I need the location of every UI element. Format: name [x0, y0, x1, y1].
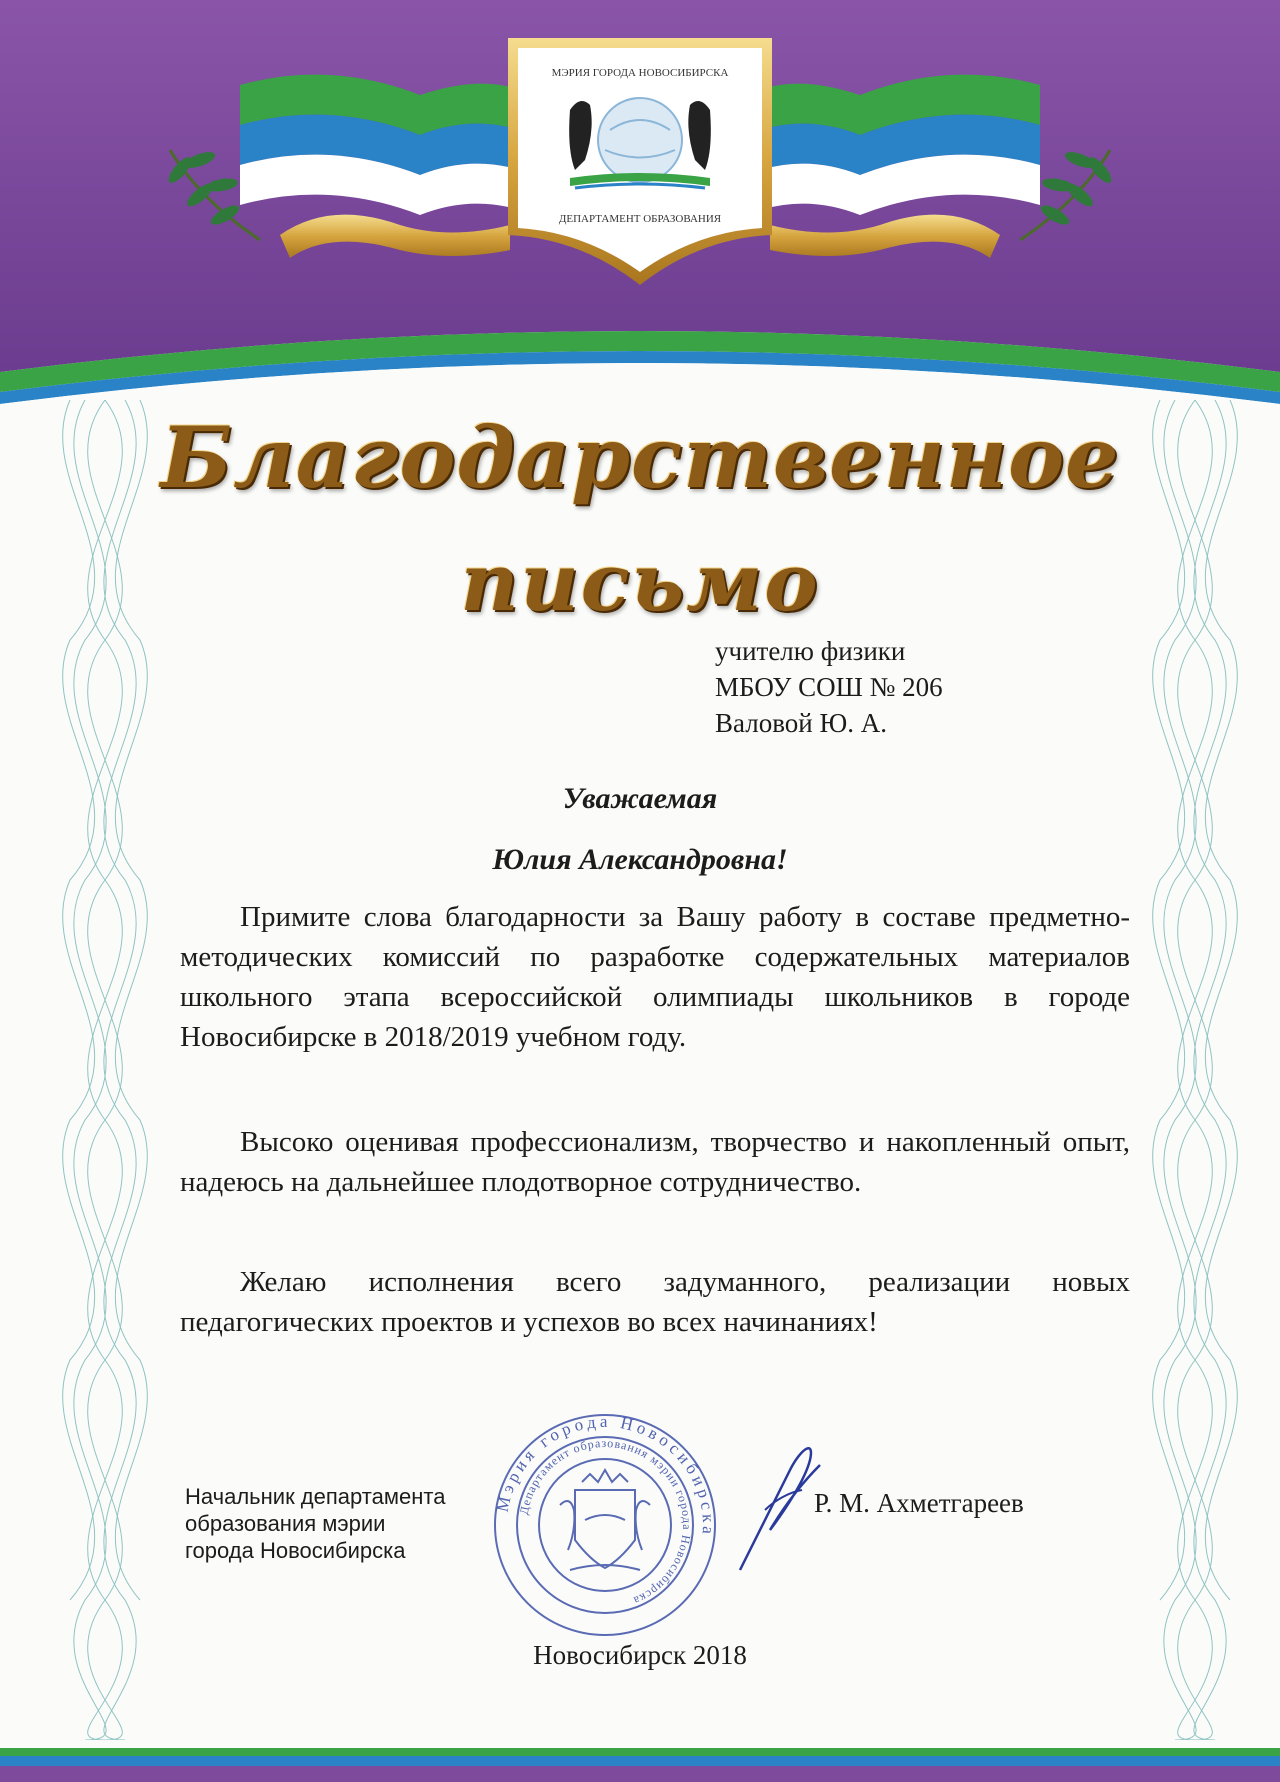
flag-right-icon — [760, 75, 1040, 215]
stamp-emblem-icon — [560, 1470, 650, 1570]
document-title-line1: Благодарственное — [160, 408, 1120, 507]
addressee-name: Валовой Ю. А. — [715, 708, 887, 738]
emblem-org-top: МЭРИЯ ГОРОДА НОВОСИБИРСКА — [551, 67, 729, 79]
signatory-position-line2: образования мэрии — [185, 1511, 386, 1536]
salutation-line1: Уважаемая — [562, 782, 718, 815]
flag-left-icon — [240, 75, 520, 215]
body-paragraph-1: Примите слова благодарности за Вашу работу в составе предметно-методических комиссий по разработке содержательных материалов школьного этапа всероссийской олимпиады школьников в городе Новосибирске в 2018/2019 учебном году. — [180, 901, 1130, 1053]
salutation-line2: Юлия Александровна! — [492, 843, 788, 876]
document-title-line2: письмо — [460, 535, 820, 629]
city-year: Новосибирск 2018 — [533, 1640, 747, 1670]
header-banner — [0, 0, 1280, 420]
official-stamp — [490, 1410, 720, 1640]
addressee-block — [715, 633, 943, 741]
addressee-school: МБОУ СОШ № 206 — [715, 672, 943, 702]
addressee-position: учителю физики — [715, 636, 906, 666]
signatory-name: Р. М. Ахметгареев — [814, 1488, 1024, 1518]
signatory-position-line3: города Новосибирска — [185, 1538, 406, 1563]
body-paragraph-3: Желаю исполнения всего задуманного, реализации новых педагогических проектов и успехов во всех начинаниях! — [180, 1266, 1130, 1338]
stamp-outer-text: Мэрия города Новосибирска — [492, 1411, 719, 1539]
signatory-position-line1: Начальник департамента — [185, 1484, 446, 1509]
body-paragraph-2: Высоко оценивая профессионализм, творчество и накопленный опыт, надеюсь на дальнейшее плодотворное сотрудничество. — [180, 1126, 1130, 1198]
stamp-inner-text: Департамент образования мэрии города Новосибирска — [516, 1435, 695, 1609]
signatory-position — [185, 1483, 485, 1564]
emblem-org-bottom: ДЕПАРТАМЕНТ ОБРАЗОВАНИЯ — [558, 213, 722, 225]
footer-stripes — [0, 1748, 1280, 1782]
svg-text:Департамент образования мэрии — [517, 1436, 694, 1608]
